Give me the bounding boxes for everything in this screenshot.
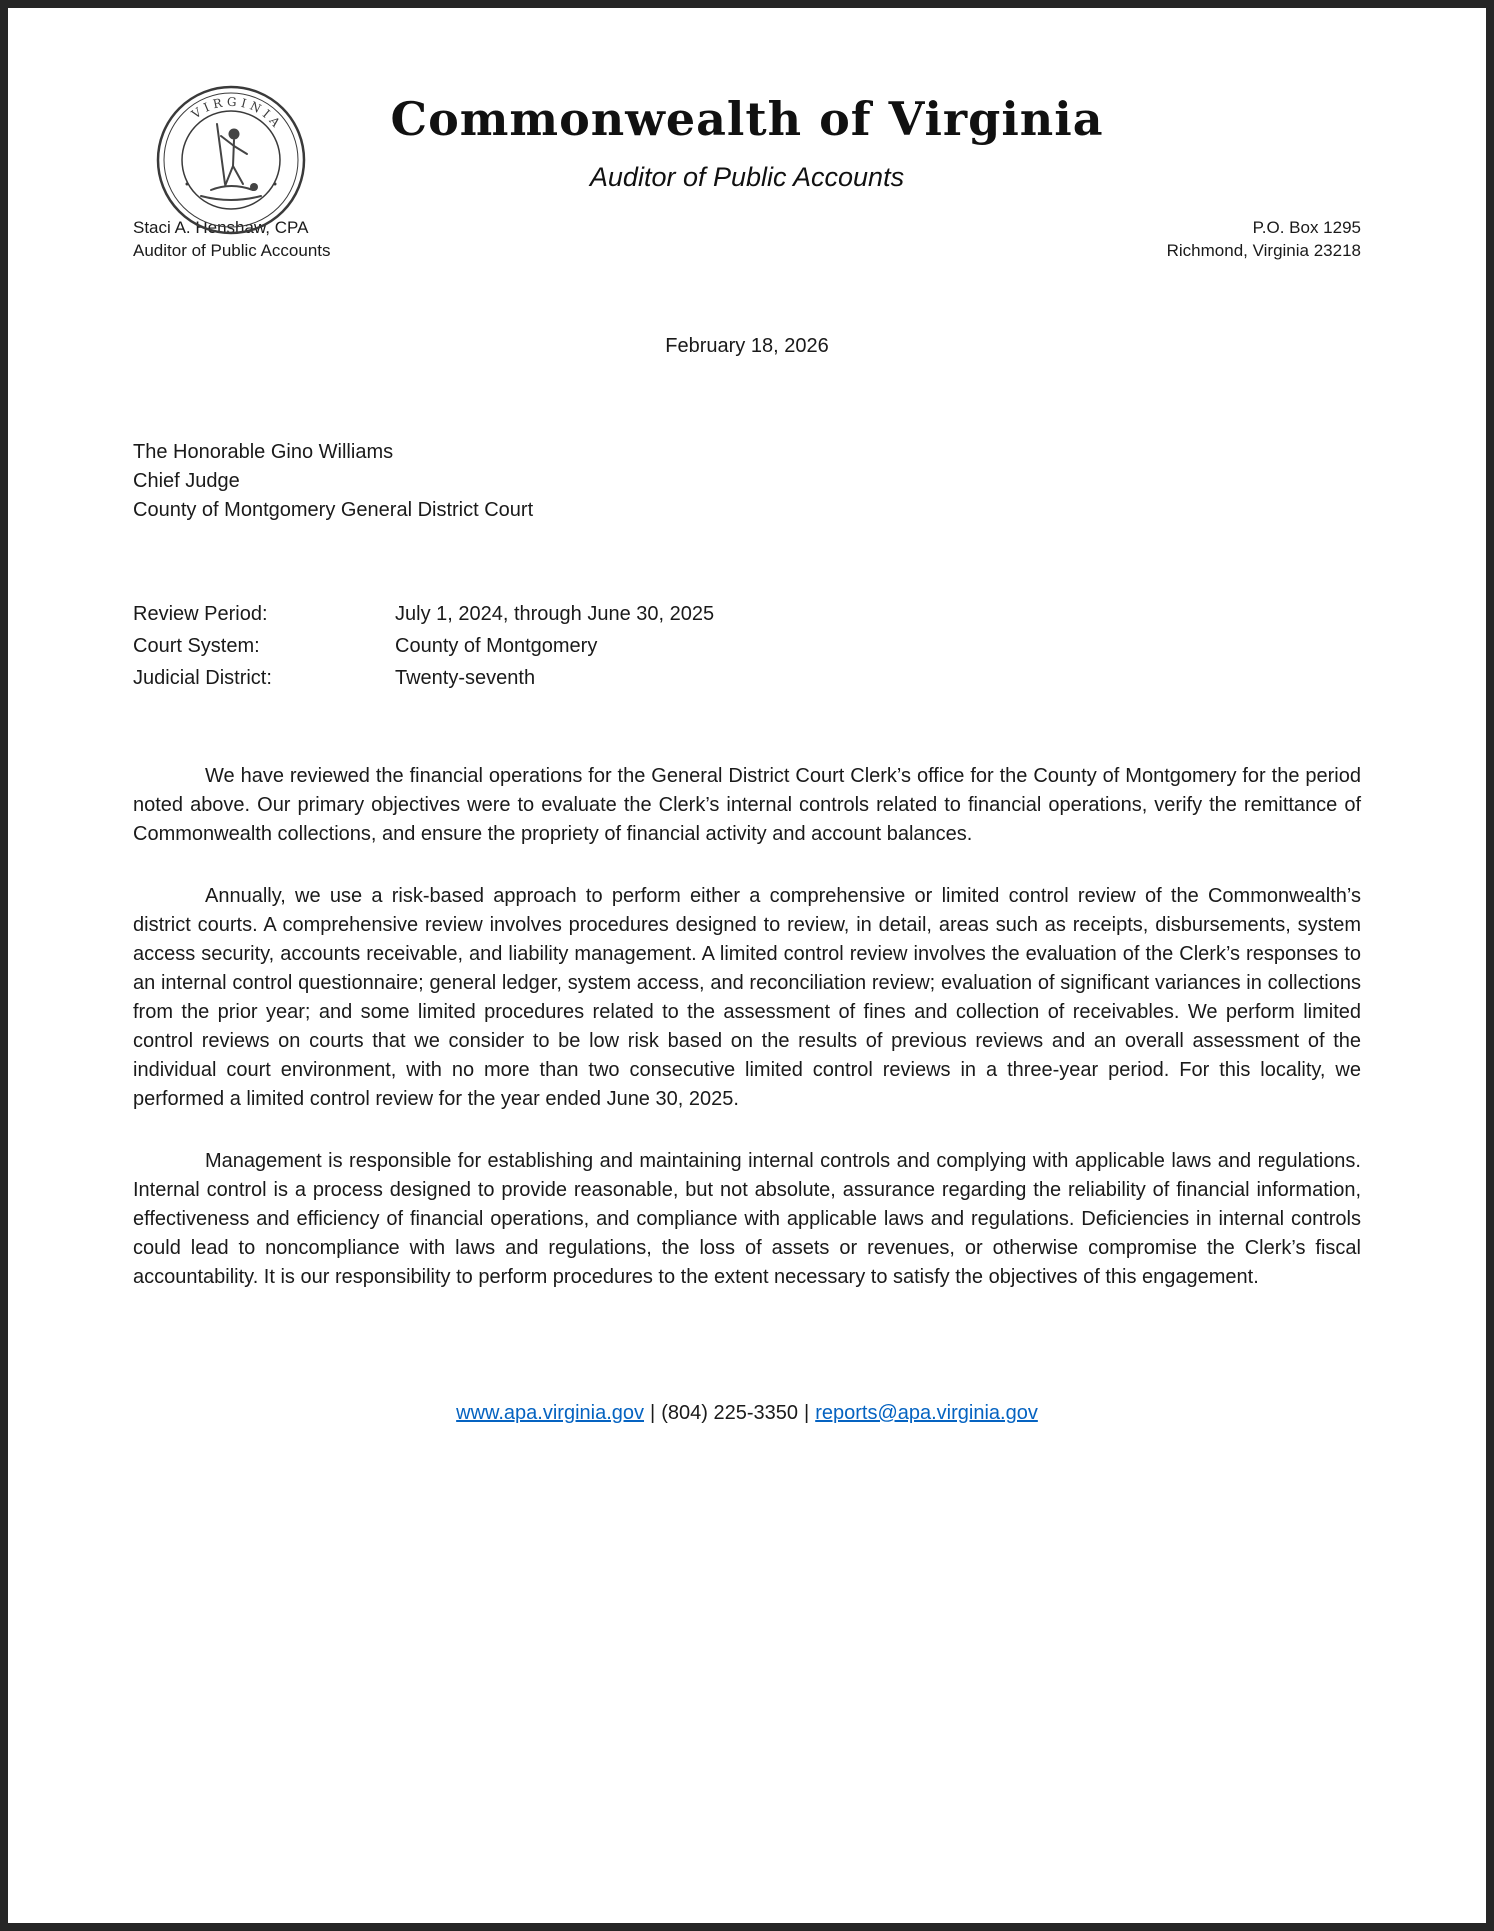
review-period-label: Review Period:: [133, 602, 268, 625]
body-paragraph: We have reviewed the financial operations for the General District Court Clerk’s office for the County of Montgomery for the period noted above. Our primary objectives were to evaluate the Clerk’s internal controls related to financial operations, verify the remittance of Commonwealth collections, and ensure the propriety of financial activity and account balances.: [133, 764, 1361, 845]
review-period-value: July 1, 2024, through June 30, 2025: [395, 602, 715, 625]
po-box: P.O. Box 1295: [1252, 218, 1361, 237]
letter-page: [8, 8, 1486, 1923]
body-paragraph: Annually, we use a risk-based approach to perform either a comprehensive or limited control review of the Commonwealth’s district courts. A comprehensive review involves procedures designed to review, in detail, areas such as receipts, disbursements, system access security, accounts receivable, and liability management. A limited control review involves the evaluation of the Clerk’s responses to an internal control questionnaire; general ledger, system access, and reconciliation review; evaluation of significant variances in collections from the prior year; and some limited procedures related to the assessment of fines and collection of receivables. We perform limited control reviews on courts that we consider to be low risk based on the results of previous reviews and an overall assessment of the individual court environment, with no more than two consecutive limited control reviews in a three-year period. For this locality, we performed a limited control review for the year ended June 30, 2025.: [133, 884, 1361, 1110]
letterhead-contact-row: [133, 217, 1361, 263]
auditor-title: Auditor of Public Accounts: [133, 240, 331, 260]
judicial-district-label: Judicial District:: [133, 666, 272, 689]
court-system-value: County of Montgomery: [395, 634, 598, 657]
letter-body: [133, 762, 1361, 1292]
letter-date: February 18, 2026: [665, 334, 829, 357]
letter-footer: [133, 1402, 1361, 1425]
website-link[interactable]: www.apa.virginia.gov: [456, 1401, 645, 1424]
recipient-title: Chief Judge: [133, 469, 240, 492]
letterhead: [133, 78, 1361, 263]
org-subtitle: Auditor of Public Accounts: [589, 162, 905, 192]
judicial-district-value: Twenty-seventh: [395, 666, 536, 689]
footer-separator: |: [650, 1401, 656, 1424]
review-info-block: [133, 603, 1361, 690]
phone-number: (804) 225-3350: [661, 1401, 798, 1424]
footer-separator: |: [804, 1401, 810, 1424]
office-address-block: [1167, 217, 1361, 263]
org-title: Commonwealth of Virginia: [390, 92, 1104, 146]
city-state-zip: Richmond, Virginia 23218: [1166, 240, 1361, 260]
email-link[interactable]: reports@apa.virginia.gov: [815, 1401, 1038, 1424]
recipient-name: The Honorable Gino Williams: [133, 440, 394, 463]
body-paragraph: Management is responsible for establishing and maintaining internal controls and complying with applicable laws and regulations. Internal control is a process designed to provide reasonable, but not absolute, assurance regarding the reliability of financial information, effectiveness and efficiency of financial operations, and compliance with applicable laws and regulations. Deficiencies in internal controls could lead to noncompliance with laws and regulations, the loss of assets or revenues, or otherwise compromise the Clerk’s fiscal accountability. It is our responsibility to perform procedures to the extent necessary to satisfy the objectives of this engagement.: [133, 1149, 1361, 1288]
court-system-label: Court System:: [133, 634, 260, 657]
recipient-court: County of Montgomery General District Court: [133, 498, 534, 521]
recipient-block: [133, 438, 1361, 525]
auditor-name: Staci A. Henshaw, CPA: [133, 218, 309, 237]
virginia-state-seal-icon: [155, 84, 307, 236]
svg-text:VIRGINIA: VIRGINIA: [189, 94, 286, 133]
